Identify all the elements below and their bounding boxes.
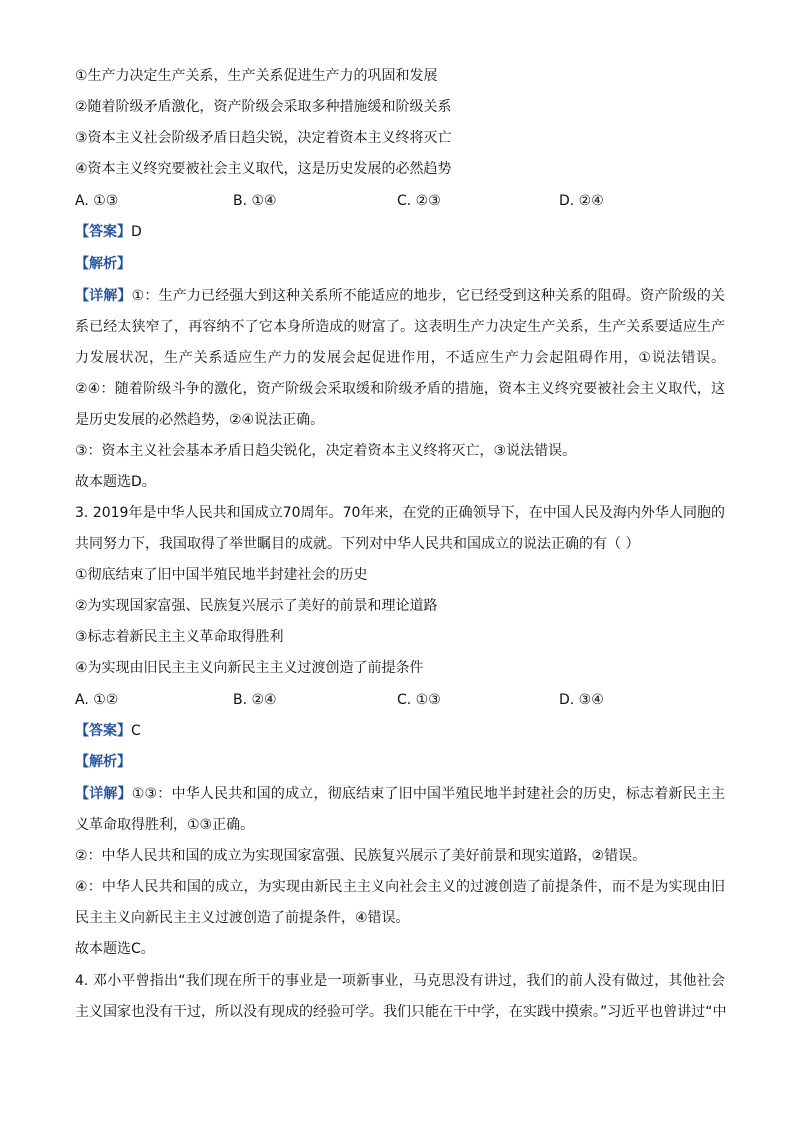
q2-detail-line-6: ③：资本主义社会基本矛盾日趋尖锐化，决定着资本主义终将灭亡，③说法错误。 (75, 443, 577, 459)
detail-text: ①：生产力已经强大到这种关系所不能适应的地步，它已经受到这种关系的阻碍。资产阶级的关 (131, 288, 725, 304)
q2-option-b: B. ①④ (233, 193, 277, 209)
q3-answer-line (75, 721, 725, 741)
analysis-tag: 【解析】 (75, 256, 131, 272)
q3-detail-line-1 (75, 784, 725, 804)
q3-item-3: ③标志着新民主主义革命取得胜利 (75, 629, 284, 645)
q2-option-c: C. ②③ (397, 193, 441, 209)
q2-options (75, 191, 725, 211)
q2-item-4: ④资本主义终究要被社会主义取代，这是历史发展的必然趋势 (75, 161, 452, 177)
q3-stem-line-2: 共同努力下，我国取得了举世瞩目的成就。下列对中华人民共和国成立的说法正确的有（ ） (75, 536, 640, 552)
answer-tag: 【答案】 (75, 224, 131, 240)
q3-option-c: C. ①③ (397, 692, 441, 708)
detail-text: ①③：中华人民共和国的成立，彻底结束了旧中国半殖民地半封建社会的历史，标志着新民主主 (131, 786, 725, 802)
q2-option-a: A. ①③ (75, 193, 119, 209)
q3-options (75, 690, 725, 710)
q3-item-1: ①彻底结束了旧中国半殖民地半封建社会的历史 (75, 567, 368, 583)
q3-option-d: D. ③④ (559, 692, 604, 708)
q2-detail-line-3: 力发展状况，生产关系适应生产力的发展会起促进作用，不适应生产力会起阻碍作用，①说法错误。 (75, 350, 725, 366)
q3-detail-line-4: ④：中华人民共和国的成立，为实现由新民主主义向社会主义的过渡创造了前提条件，而不是为实现由旧 (75, 879, 725, 895)
q2-analysis-line (75, 254, 725, 274)
q3-option-b: B. ②④ (233, 692, 277, 708)
answer-value: C (131, 723, 141, 739)
q3-analysis-line (75, 752, 725, 772)
q3-item-4: ④为实现由旧民主主义向新民主主义过渡创造了前提条件 (75, 660, 424, 676)
q2-item-3: ③资本主义社会阶级矛盾日趋尖锐，决定着资本主义终将灭亡 (75, 130, 452, 146)
analysis-tag: 【解析】 (75, 754, 131, 770)
q3-detail-line-5: 民主主义向新民主主义过渡创造了前提条件，④错误。 (75, 910, 410, 926)
answer-value: D (131, 224, 142, 240)
q2-item-2: ②随着阶级矛盾激化，资产阶级会采取多种措施缓和阶级关系 (75, 99, 452, 115)
q2-detail-line-5: 是历史发展的必然趋势，②④说法正确。 (75, 412, 325, 428)
q3-stem-line-1: 3. 2019年是中华人民共和国成立70周年。70年来，在党的正确领导下，在中国人民及海内外华人同胞的 (75, 505, 725, 521)
detail-tag: 【详解】 (75, 786, 132, 802)
q3-detail-line-3: ②：中华人民共和国的成立为实现国家富强、民族复兴展示了美好前景和现实道路，②错误。 (75, 848, 647, 864)
q2-answer-line (75, 222, 725, 242)
q2-conclusion: 故本题选D。 (75, 474, 156, 490)
q2-detail-line-1 (75, 286, 725, 306)
q2-detail-line-4: ②④：随着阶级斗争的激化，资产阶级会采取缓和阶级矛盾的措施，资本主义终究要被社会主义取代，这 (75, 381, 725, 397)
q2-option-d: D. ②④ (559, 193, 604, 209)
detail-tag: 【详解】 (75, 288, 132, 304)
answer-tag: 【答案】 (75, 723, 131, 739)
q4-stem-line-1: 4. 邓小平曾指出“我们现在所干的事业是一项新事业，马克思没有讲过，我们的前人没有做过，其他社会 (75, 973, 725, 989)
q2-detail-line-2: 系已经太狭窄了，再容纳不了它本身所造成的财富了。这表明生产力决定生产关系，生产关系要适应生产 (75, 319, 725, 335)
q3-option-a: A. ①② (75, 692, 119, 708)
q3-detail-line-2: 义革命取得胜利，①③正确。 (75, 817, 255, 833)
q3-conclusion: 故本题选C。 (75, 941, 155, 957)
q3-item-2: ②为实现国家富强、民族复兴展示了美好的前景和理论道路 (75, 598, 438, 614)
q2-item-1: ①生产力决定生产关系，生产关系促进生产力的巩固和发展 (75, 68, 438, 84)
q4-stem-line-2: 主义国家也没有干过，所以没有现成的经验可学。我们只能在干中学，在实践中摸索。”习近平也曾讲过“中 (75, 1004, 727, 1020)
